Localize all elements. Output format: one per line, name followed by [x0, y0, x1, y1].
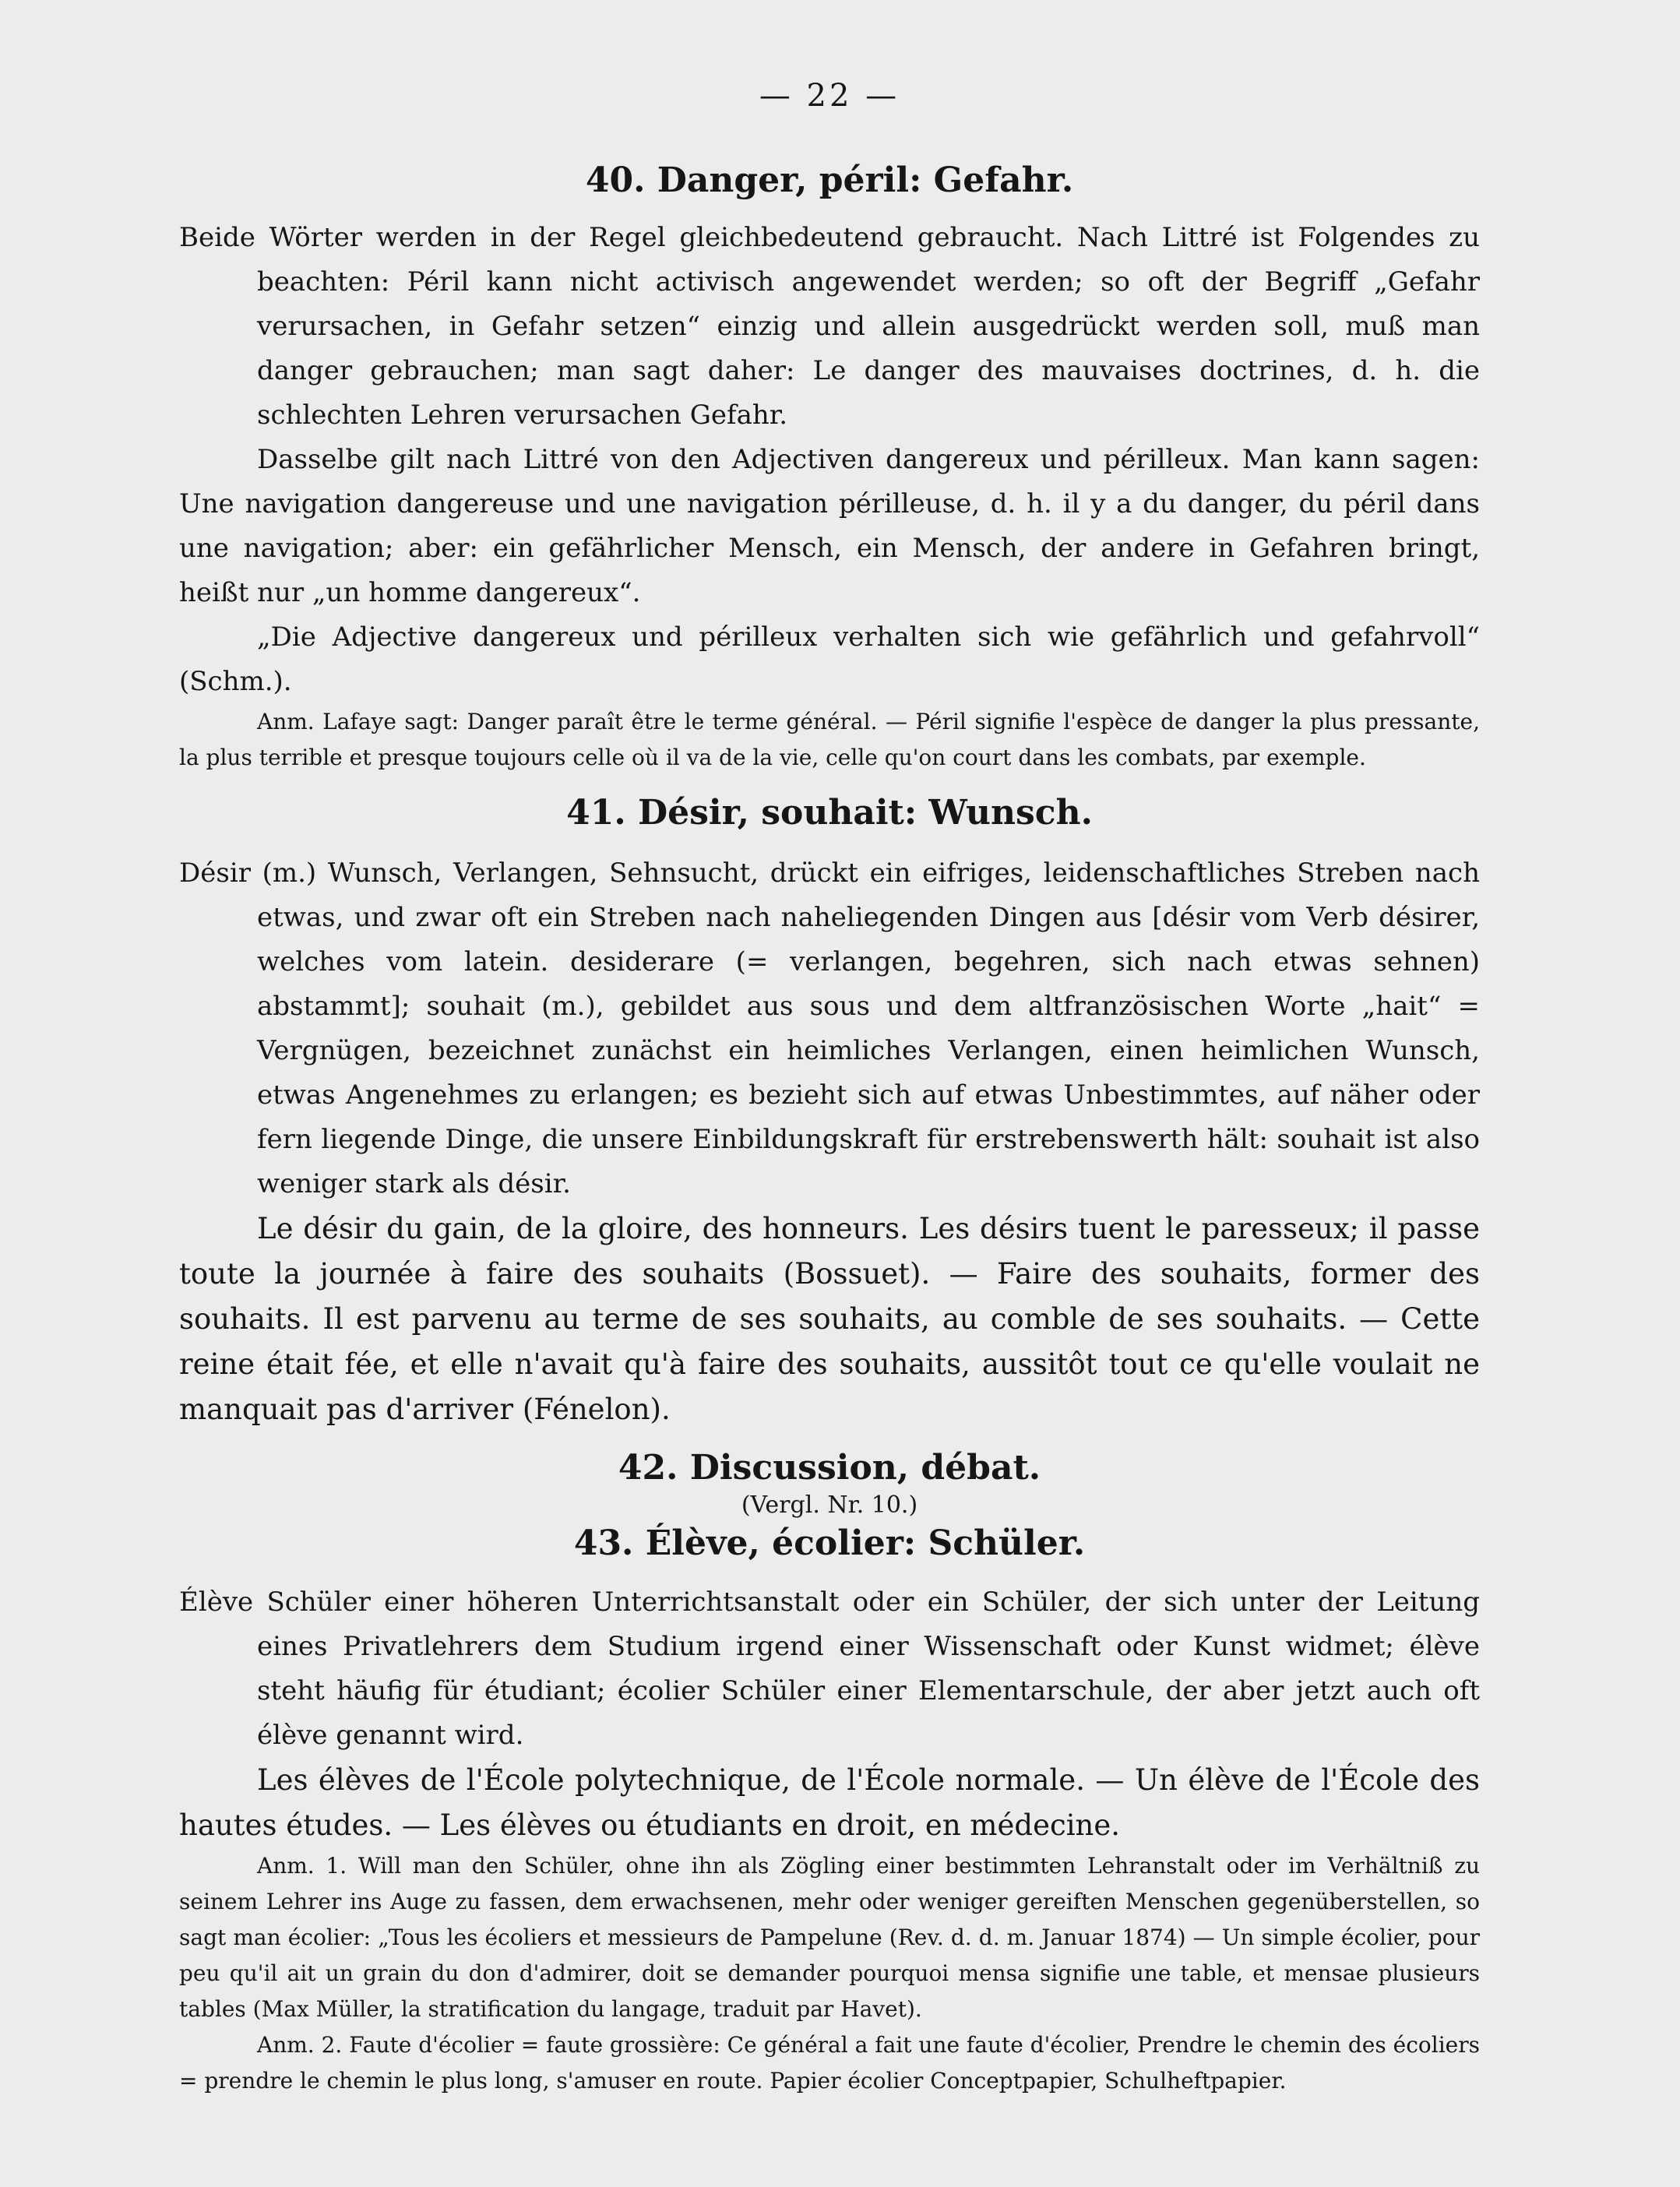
footnote: Anm. 2. Faute d'écolier = faute grossière: Ce général a fait une faute d'écolier, Prendre le chemin des écoliers = prendre le chemin le plus long, s'amuser en route. Papier écolier Conceptpapier, Schulheftpapier. — [179, 2032, 1480, 2094]
footnote: Anm. 1. Will man den Schüler, ohne ihn als Zögling einer bestimmten Lehranstalt oder im Verhältniß zu seinem Lehrer ins Auge zu fassen, dem erwachsenen, mehr oder weniger gereiften Menschen gegenüberstellen, so sagt man écolier: „Tous les écoliers et messieurs de Pampelune (Rev. d. d. m. Januar 1874) — Un simple écolier, pour peu qu'il ait un grain du don d'admirer, doit se demander pourquoi mensa signifie une table, et mensae plusieurs tables (Max Müller, la stratification du langage, traduit par Havet). — [179, 1853, 1480, 2023]
paragraph: Les élèves de l'École polytechnique, de l'École normale. — Un élève de l'École des hautes études. — Les élèves ou étudiants en droit, en médecine. — [179, 1763, 1480, 1843]
paragraph: „Die Adjective dangereux und périlleux verhalten sich wie gefährlich und gefahrvoll“ (Schm.). — [179, 621, 1480, 697]
paragraph: Désir (m.) Wunsch, Verlangen, Sehnsucht, drückt ein eifriges, leidenschaftliches Streben nach etwas, und zwar oft ein Streben nach naheliegenden Dingen aus [désir vom Verb désirer, welches vom latein. desiderare (= verlangen, begehren, sich nach etwas sehnen) abstammt]; souhait (m.), gebildet aus sous und dem altfranzösischen Worte „hait“ = Vergnügen, bezeichnet zunächst ein heimliches Verlangen, einen heimlichen Wunsch, etwas Angenehmes zu erlangen; es bezieht sich auf etwas Unbestimmtes, auf näher oder fern liegende Dinge, die unsere Einbildungskraft für erstrebenswerth hält: souhait ist also weniger stark als désir. — [179, 857, 1480, 1199]
footnote: Anm. Lafaye sagt: Danger paraît être le terme général. — Péril signifie l'espèce de danger la plus pressante, la plus terrible et presque toujours celle où il va de la vie, celle qu'on court dans les combats, par exemple. — [179, 708, 1480, 770]
section-43 — [179, 1523, 1480, 2099]
paragraph: Élève Schüler einer höheren Unterrichtsanstalt oder ein Schüler, der sich unter der Leitung eines Privatlehrers dem Studium irgend einer Wissenschaft oder Kunst widmet; élève steht häufig für étudiant; écolier Schüler einer Elementarschule, der aber jetzt auch oft élève genannt wird. — [179, 1587, 1480, 1752]
page-number: — 22 — — [759, 78, 900, 114]
paragraph: Le désir du gain, de la gloire, des honneurs. Les désirs tuent le paresseux; il passe toute la journée à faire des souhaits (Bossuet). — Faire des souhaits, former des souhaits. Il est parvenu au terme de ses souhaits, au comble de ses souhaits. — Cette reine était fée, et elle n'avait qu'à faire des souhaits, aussitôt tout ce qu'elle voulait ne manquait pas d'arriver (Fénelon). — [179, 1211, 1480, 1426]
section-title: 41. Désir, souhait: Wunsch. — [566, 792, 1093, 833]
section-title: 43. Élève, écolier: Schüler. — [573, 1523, 1086, 1564]
section-42 — [179, 1448, 1480, 1520]
section-title: 40. Danger, péril: Gefahr. — [585, 160, 1074, 200]
paragraph: Beide Wörter werden in der Regel gleichbedeutend gebraucht. Nach Littré ist Folgendes zu beachten: Péril kann nicht activisch angewendet werden; so oft der Begriff „Gefahr verursachen, in Gefahr setzen“ einzig und allein ausgedrückt werden soll, muß man danger gebrauchen; man sagt daher: Le danger des mauvaises doctrines, d. h. die schlechten Lehren verursachen Gefahr. — [179, 221, 1480, 431]
section-title: 42. Discussion, débat. — [618, 1447, 1041, 1488]
section-40 — [179, 160, 1480, 776]
paragraph: Dasselbe gilt nach Littré von den Adjectiven dangereux und périlleux. Man kann sagen: Une navigation dangereuse und une navigation périlleuse, d. h. il y a du danger, du péril dans une navigation; aber: ein gefährlicher Mensch, ein Mensch, der andere in Gefahren bringt, heißt nur „un homme dangereux“. — [179, 443, 1480, 608]
section-41 — [179, 793, 1480, 1432]
cross-reference: (Vergl. Nr. 10.) — [741, 1491, 918, 1520]
page-content — [179, 78, 1480, 2099]
